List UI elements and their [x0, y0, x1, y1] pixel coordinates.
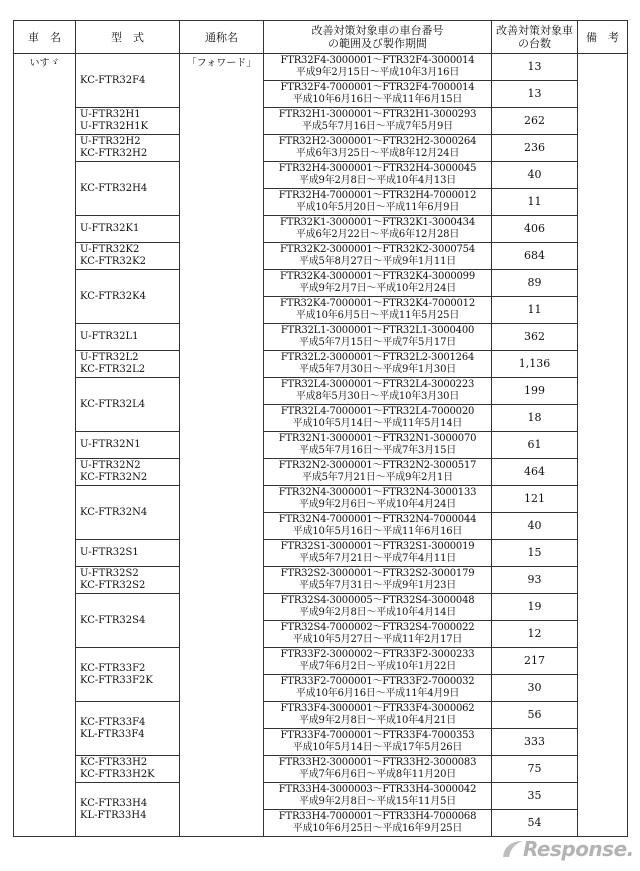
response-watermark: [505, 835, 634, 863]
range-cell: [264, 486, 492, 513]
serial-range: FTR32L4-3000001～FTR32L4-3000223: [280, 379, 475, 390]
serial-range: FTR33F2-7000001～FTR33F2-7000032: [280, 676, 475, 687]
range-cell: [264, 432, 492, 459]
table-row: [14, 378, 628, 405]
count-cell: 35: [492, 783, 578, 810]
model-cell: [76, 756, 180, 783]
header-range-line1: 改善対策対象車の車台番号: [311, 24, 444, 37]
production-period: 平成10年5月20日～平成11年6月9日: [295, 202, 460, 213]
model-code: KL-FTR33H4: [80, 809, 147, 821]
range-cell: [264, 216, 492, 243]
table-row: [14, 351, 628, 378]
model-code: KC-FTR33F2K: [80, 674, 153, 686]
serial-range: FTR32L1-3000001～FTR32L1-3000400: [280, 325, 475, 336]
production-period: 平成7年6月6日～平成8年11月20日: [298, 769, 457, 780]
header-maker: 車 名: [14, 21, 76, 54]
production-period: 平成10年5月27日～平成11年2月17日: [292, 634, 463, 645]
header-alias: 通称名: [180, 21, 264, 54]
header-remarks: 備 考: [578, 21, 628, 54]
production-period: 平成9年2月15日～平成10年3月16日: [295, 67, 460, 78]
serial-range: FTR33H2-3000001～FTR33H2-3000083: [278, 757, 477, 768]
production-period: 平成5年8月27日～平成9年1月11日: [298, 256, 457, 267]
range-cell: [264, 324, 492, 351]
range-cell: [264, 270, 492, 297]
count-cell: 406: [492, 216, 578, 243]
header-model: 型 式: [76, 21, 180, 54]
range-cell: [264, 783, 492, 810]
model-code: KC-FTR32L2: [80, 364, 146, 375]
range-cell: [264, 405, 492, 432]
serial-range: FTR33F4-3000001～FTR33F4-3000062: [280, 703, 475, 714]
production-period: 平成7年6月2日～平成10年1月22日: [298, 661, 457, 672]
count-cell: 362: [492, 324, 578, 351]
model-code: U-FTR32S2: [80, 568, 139, 579]
production-period: 平成8年5月30日～平成10年3月30日: [295, 391, 460, 402]
count-cell: 13: [492, 81, 578, 108]
table-row: [14, 270, 628, 297]
count-cell: 61: [492, 432, 578, 459]
serial-range: FTR33F4-7000001～FTR33F4-7000353: [280, 730, 475, 741]
model-code: KC-FTR33H2: [80, 757, 148, 768]
production-period: 平成10年6月5日～平成11年5月25日: [295, 310, 460, 321]
count-cell: 262: [492, 108, 578, 135]
serial-range: FTR32K2-3000001～FTR32K2-3000754: [279, 244, 476, 255]
header-count-line2: の台数: [518, 37, 551, 50]
production-period: 平成10年6月16日～平成11年6月15日: [292, 94, 463, 105]
count-cell: 12: [492, 621, 578, 648]
range-cell: [264, 351, 492, 378]
range-cell: [264, 459, 492, 486]
serial-range: FTR32H4-7000001～FTR32H4-7000012: [278, 190, 477, 201]
count-cell: 684: [492, 243, 578, 270]
count-cell: 464: [492, 459, 578, 486]
model-code: KC-FTR32S2: [80, 580, 146, 591]
table-row: [14, 540, 628, 567]
production-period: 平成5年7月21日～平成9年2月1日: [302, 472, 453, 483]
model-code: U-FTR32K1: [80, 223, 140, 234]
serial-range: FTR33F2-3000002～FTR33F2-3000233: [280, 649, 475, 660]
serial-range: FTR32L2-3000001～FTR32L2-3001264: [280, 352, 475, 363]
table-row: [14, 432, 628, 459]
model-code: U-FTR32N1: [80, 439, 141, 450]
model-cell: [76, 432, 180, 459]
model-code: KC-FTR32N2: [80, 472, 148, 483]
count-cell: 30: [492, 675, 578, 702]
serial-range: FTR32L4-7000001～FTR32L4-7000020: [280, 406, 475, 417]
model-cell: [76, 135, 180, 162]
table-row: [14, 243, 628, 270]
range-cell: [264, 702, 492, 729]
model-cell: [76, 216, 180, 243]
production-period: 平成10年5月16日～平成11年6月16日: [292, 526, 463, 537]
model-code: KC-FTR32H4: [80, 182, 148, 194]
count-cell: 75: [492, 756, 578, 783]
model-code: KC-FTR33F4: [80, 716, 146, 728]
model-cell: [76, 567, 180, 594]
range-cell: [264, 135, 492, 162]
maker-cell: いすゞ: [14, 54, 76, 837]
serial-range: FTR32N4-7000001～FTR32N4-7000044: [278, 514, 477, 525]
table-row: [14, 648, 628, 675]
serial-range: FTR33H4-3000003～FTR33H4-3000042: [278, 784, 477, 795]
range-cell: [264, 567, 492, 594]
range-cell: [264, 540, 492, 567]
serial-range: FTR32K4-3000001～FTR32K4-3000099: [279, 271, 476, 282]
model-code: U-FTR32K2: [80, 244, 140, 255]
serial-range: FTR32H1-3000001～FTR32H1-3000293: [278, 109, 477, 120]
model-cell: [76, 351, 180, 378]
model-code: U-FTR32L1: [80, 331, 139, 342]
model-cell: [76, 702, 180, 756]
model-code: U-FTR32H1K: [80, 121, 149, 132]
count-cell: 93: [492, 567, 578, 594]
table-row: [14, 54, 628, 81]
alias-cell: 「フォワード」: [180, 54, 264, 837]
count-cell: 333: [492, 729, 578, 756]
model-cell: [76, 459, 180, 486]
range-cell: [264, 648, 492, 675]
model-cell: [76, 540, 180, 567]
range-cell: [264, 54, 492, 81]
header-range-line2: の範囲及び製作期間: [328, 37, 427, 50]
range-cell: [264, 675, 492, 702]
count-cell: 15: [492, 540, 578, 567]
count-cell: 40: [492, 162, 578, 189]
production-period: 平成5年7月16日～平成7年3月15日: [298, 445, 457, 456]
serial-range: FTR32N2-3000001～FTR32N2-3000517: [278, 460, 477, 471]
serial-range: FTR32K4-7000001～FTR32K4-7000012: [279, 298, 476, 309]
table-row: [14, 324, 628, 351]
model-code: KC-FTR32S4: [80, 614, 146, 626]
count-cell: 40: [492, 513, 578, 540]
header-row: [14, 21, 628, 54]
production-period: 平成10年6月25日～平成16年9月25日: [292, 823, 463, 834]
model-code: U-FTR32H1: [80, 109, 141, 120]
model-code: KC-FTR32N4: [80, 506, 148, 518]
production-period: 平成5年7月16日～平成7年5月9日: [302, 121, 453, 132]
model-cell: [76, 594, 180, 648]
range-cell: [264, 81, 492, 108]
range-cell: [264, 594, 492, 621]
table-row: [14, 108, 628, 135]
range-cell: [264, 162, 492, 189]
production-period: 平成6年3月25日～平成8年12月24日: [295, 148, 460, 159]
production-period: 平成5年7月30日～平成9年1月30日: [298, 364, 457, 375]
count-cell: 217: [492, 648, 578, 675]
model-cell: [76, 108, 180, 135]
model-cell: [76, 270, 180, 324]
serial-range: FTR32N4-3000001～FTR32N4-3000133: [278, 487, 477, 498]
production-period: 平成10年6月16日～平成11年4月9日: [295, 688, 460, 699]
table-row: [14, 702, 628, 729]
range-cell: [264, 378, 492, 405]
model-code: KC-FTR32H2: [80, 148, 148, 159]
header-count: [492, 21, 578, 54]
model-code: KC-FTR33H2K: [80, 769, 155, 780]
serial-range: FTR32F4-7000001～FTR32F4-7000014: [280, 82, 475, 93]
header-count-line1: 改善対策対象車: [496, 24, 573, 37]
count-cell: 89: [492, 270, 578, 297]
serial-range: FTR32H4-3000001～FTR32H4-3000045: [278, 163, 477, 174]
model-cell: [76, 162, 180, 216]
range-cell: [264, 729, 492, 756]
count-cell: 54: [492, 810, 578, 837]
count-cell: 11: [492, 189, 578, 216]
range-cell: [264, 108, 492, 135]
model-cell: [76, 243, 180, 270]
range-cell: [264, 621, 492, 648]
table-row: [14, 567, 628, 594]
production-period: 平成5年7月21日～平成7年4月11日: [298, 553, 457, 564]
count-cell: 121: [492, 486, 578, 513]
count-cell: 19: [492, 594, 578, 621]
model-code: U-FTR32L2: [80, 352, 139, 363]
model-code: KC-FTR32K4: [80, 290, 146, 302]
table-body: [14, 54, 628, 837]
table-row: [14, 756, 628, 783]
model-code: KC-FTR33H4: [80, 797, 148, 809]
table-row: [14, 594, 628, 621]
range-cell: [264, 756, 492, 783]
production-period: 平成6年2月22日～平成6年12月28日: [295, 229, 460, 240]
table-row: [14, 459, 628, 486]
model-code: U-FTR32N2: [80, 460, 141, 471]
serial-range: FTR32K1-3000001～FTR32K1-3000434: [279, 217, 476, 228]
serial-range: FTR32S4-3000005～FTR32S4-3000048: [280, 595, 475, 606]
model-cell: [76, 324, 180, 351]
table-row: [14, 486, 628, 513]
table-row: [14, 783, 628, 810]
range-cell: [264, 189, 492, 216]
serial-range: FTR32N1-3000001～FTR32N1-3000070: [278, 433, 477, 444]
model-code: U-FTR32H2: [80, 136, 141, 147]
model-cell: [76, 54, 180, 108]
header-range: [264, 21, 492, 54]
production-period: 平成9年2月6日～平成10年4月24日: [298, 499, 457, 510]
model-cell: [76, 486, 180, 540]
table-row: [14, 216, 628, 243]
count-cell: 236: [492, 135, 578, 162]
count-cell: 18: [492, 405, 578, 432]
range-cell: [264, 297, 492, 324]
count-cell: 11: [492, 297, 578, 324]
model-code: KC-FTR32F4: [80, 74, 146, 86]
model-code: KC-FTR32L4: [80, 398, 146, 410]
serial-range: FTR32S4-7000002～FTR32S4-7000022: [280, 622, 475, 633]
serial-range: FTR32F4-3000001～FTR32F4-3000014: [280, 55, 475, 66]
count-cell: 13: [492, 54, 578, 81]
production-period: 平成9年2月7日～平成10年2月24日: [298, 283, 457, 294]
production-period: 平成9年2月8日～平成15年11月5日: [298, 796, 457, 807]
model-code: KL-FTR33F4: [80, 728, 145, 740]
serial-range: FTR32S2-3000001～FTR32S2-3000179: [280, 568, 475, 579]
count-cell: 199: [492, 378, 578, 405]
production-period: 平成10年5月14日～平成17年5月26日: [292, 742, 463, 753]
model-cell: [76, 648, 180, 702]
serial-range: FTR33H4-7000001～FTR33H4-7000068: [278, 811, 477, 822]
model-code: KC-FTR32K2: [80, 256, 146, 267]
watermark-text: Response.: [523, 837, 634, 861]
recall-table: [13, 20, 628, 837]
model-code: U-FTR32S1: [80, 547, 139, 558]
production-period: 平成9年2月8日～平成10年4月14日: [298, 607, 457, 618]
model-cell: [76, 378, 180, 432]
production-period: 平成9年2月8日～平成10年4月21日: [298, 715, 457, 726]
production-period: 平成5年7月31日～平成9年1月23日: [298, 580, 457, 591]
production-period: 平成10年5月14日～平成11年5月14日: [292, 418, 463, 429]
count-cell: 56: [492, 702, 578, 729]
range-cell: [264, 513, 492, 540]
serial-range: FTR32H2-3000001～FTR32H2-3000264: [278, 136, 477, 147]
range-cell: [264, 243, 492, 270]
model-cell: [76, 783, 180, 837]
range-cell: [264, 810, 492, 837]
remarks-cell: [578, 54, 628, 837]
model-code: KC-FTR33F2: [80, 662, 146, 674]
table-row: [14, 162, 628, 189]
count-cell: 1,136: [492, 351, 578, 378]
serial-range: FTR32S1-3000001～FTR32S1-3000019: [280, 541, 475, 552]
table-row: [14, 135, 628, 162]
production-period: 平成9年2月8日～平成10年4月13日: [298, 175, 457, 186]
production-period: 平成5年7月15日～平成7年5月17日: [298, 337, 457, 348]
